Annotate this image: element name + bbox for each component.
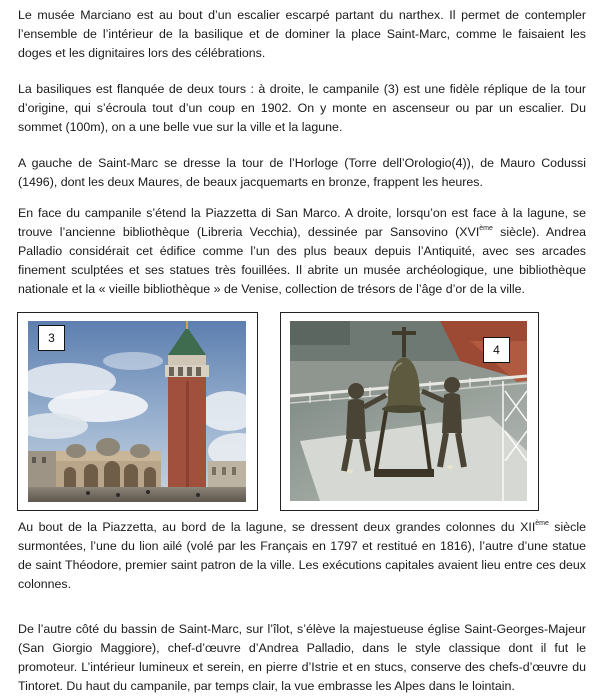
paragraph-columns xyxy=(18,518,586,594)
paragraph-campanile: La basiliques est flanquée de deux tours : à droite, le campanile (3) est une fidèle réplique de la tour d’origine, qui s’écroula tout d’un coup en 1902. On y monte en ascenseur ou par un escalier. Du sommet (100m), on a une belle vue sur la ville et la lagune. xyxy=(18,82,586,134)
p4-text-before: En face du campanile s’étend la Piazzetta di San Marco. A droite, lorsqu’on est face à la lagune, se trouve l’ancienne bibliothèque (Libreria Vecchia), dessinée par Sansovino (XVI xyxy=(18,206,586,239)
p5-text-after: siècle surmontées, l’une du lion ailé (volé par les Français en 1797 et restitué en 1816), l’autre d’une statue de saint Théodore, premier saint patron de la ville. Les exécutions capitales avaient lieu entre ces deux colonnes. xyxy=(18,520,586,591)
century-superscript: ème xyxy=(535,520,549,527)
figure-number-4: 4 xyxy=(483,337,510,363)
figure-campanile xyxy=(17,312,258,511)
p4-text-after: siècle). Andrea Palladio considérait cet édifice comme l’un des plus beaux depuis l’Antiquité, avec ses arcades finement sculptées et ses statues très fouillées. Il abrite un musée archéologique, une bibliothèque nationale et la « vieille bibliothèque » de Venise, collection de trésors de l’âge d’or de la ville. xyxy=(18,225,586,296)
figure-clock-tower xyxy=(280,312,539,511)
paragraph-piazzetta xyxy=(18,204,586,299)
paragraph-museum: Le musée Marciano est au bout d’un escalier escarpé partant du narthex. Il permet de contempler l’ensemble de l’intérieur de la basilique et de dominer la place Saint-Marc, comme le faisaient les doges et les dignitaires lors des célébrations. xyxy=(18,8,586,60)
paragraph-clock-tower: A gauche de Saint-Marc se dresse la tour de l’Horloge (Torre dell’Orologio(4)), de Mauro Codussi (1496), dont les deux Maures, de beaux jacquemarts en bronze, frappent les heures. xyxy=(18,156,586,189)
figure-number-3: 3 xyxy=(38,325,65,351)
p5-text-before: Au bout de la Piazzetta, au bord de la lagune, se dressent deux grandes colonnes du XII xyxy=(18,520,536,534)
paragraph-san-giorgio: De l’autre côté du bassin de Saint-Marc, sur l’îlot, s’élève la majestueuse église Saint-Georges-Majeur (San Giorgio Maggiore), chef-d’œuvre d’Andrea Palladio, dans le style classique dont il fut le promoteur. L’intérieur lumineux et serein, en pierre d’Istrie et en stucs, conserve des chefs-d’œuvre du Tintoret. Du haut du campanile, par temps clair, la vue embrasse les Alpes dans le lointain. xyxy=(18,622,586,693)
century-superscript: ème xyxy=(479,225,493,232)
